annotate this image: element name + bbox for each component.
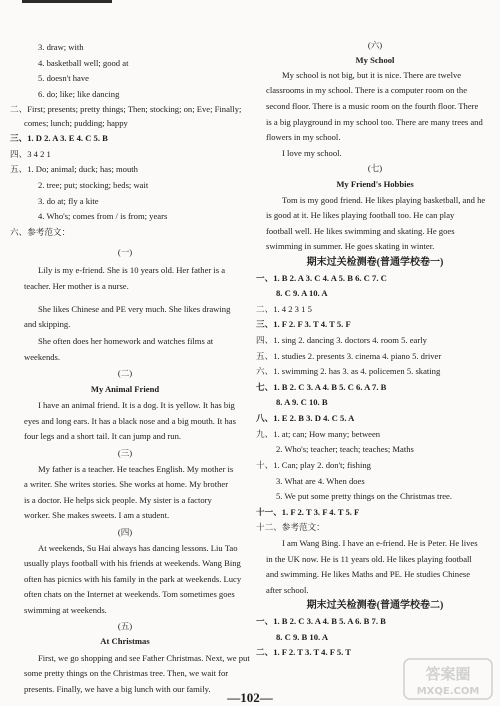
text-line: some pretty things on the Christmas tree. Then, we wait for <box>24 668 229 679</box>
text-line: after school. <box>266 584 309 595</box>
text-line: presents. Finally, we have a big lunch with our family. <box>24 683 211 694</box>
text-line: First, we go shopping and see Father Christmas. Next, we put <box>38 652 250 663</box>
text-line: usually plays football with his friends at weekends. Wang Bing <box>24 558 241 569</box>
text-line: 3. do at; fly a kite <box>38 195 99 206</box>
text-line: At Christmas <box>100 636 150 647</box>
text-line: 五、1. Do; animal; duck; has; mouth <box>10 164 138 175</box>
text-line: comes; lunch; pudding; happy <box>24 118 128 129</box>
watermark-logo <box>402 657 494 701</box>
top-scan-mark <box>22 0 112 3</box>
text-line: 6. do; like; like dancing <box>38 89 120 100</box>
text-line: is a big playground in my school too. There are many trees and <box>266 116 483 127</box>
text-line: football well. He likes swimming and skating. He goes <box>266 225 455 236</box>
text-line: classrooms in my school. There is a computer room on the <box>266 85 468 96</box>
text-line: 期末过关检测卷(普通学校卷一) <box>306 257 444 269</box>
text-line: 四、3 4 2 1 <box>10 148 51 159</box>
text-line: 2. tree; put; stocking; beds; wait <box>38 179 149 190</box>
text-line: 8. C 9. A 10. A <box>276 288 328 299</box>
text-line: 二、1. 4 2 3 1 5 <box>256 303 312 314</box>
text-line: often has picnics with his family in the park at weekends. Lucy <box>24 573 242 584</box>
svg-text:MXQE.COM: MXQE.COM <box>416 686 480 697</box>
text-line: a writer. She writes stories. She works at home. My brother <box>24 479 229 490</box>
text-line: 二、First; presents; pretty things; Then; stocking; on; Eve; Finally; <box>10 103 242 114</box>
text-line: (一) <box>117 246 133 257</box>
text-line: swimming in summer. He goes skating in winter. <box>266 241 435 252</box>
text-line: (六) <box>367 40 383 51</box>
page-number: —102— <box>227 690 273 705</box>
text-line: 十、1. Can; play 2. don't; fishing <box>256 459 371 470</box>
text-line: My Animal Friend <box>90 383 160 394</box>
text-line: 一、1. B 2. A 3. C 4. A 5. B 6. C 7. C <box>256 272 387 283</box>
text-line: 五、1. studies 2. presents 3. cinema 4. piano 5. driver <box>256 350 442 361</box>
text-line: At weekends, Su Hai always has dancing lessons. Liu Tao <box>38 542 238 553</box>
text-line: (五) <box>117 620 133 631</box>
text-line: I am Wang Bing. I have an e-friend. He is Peter. He lives <box>282 537 478 548</box>
text-line: 六、参考范文： <box>10 226 71 237</box>
text-line: My school is not big, but it is nice. There are twelve <box>282 69 462 80</box>
text-line: weekends. <box>24 351 61 362</box>
text-line: 5. We put some pretty things on the Christmas tree. <box>276 491 453 502</box>
svg-text:答案圈: 答案圈 <box>425 665 471 683</box>
text-line: I love my school. <box>282 147 342 158</box>
text-line: (二) <box>117 368 133 379</box>
text-line: 八、1. E 2. B 3. D 4. C 5. A <box>256 413 355 424</box>
text-line: My father is a teacher. He teaches English. My mother is <box>38 463 234 474</box>
text-line: 三、1. D 2. A 3. E 4. C 5. B <box>10 133 108 144</box>
text-line: teacher. Her mother is a nurse. <box>24 280 129 291</box>
text-line: four legs and a short tail. It can jump and run. <box>24 431 182 442</box>
text-line: flowers in my school. <box>266 132 341 143</box>
text-line: She likes Chinese and PE very much. She likes drawing <box>38 303 231 314</box>
text-line: 3. draw; with <box>38 42 84 53</box>
text-line: Lily is my e-friend. She is 10 years old. Her father is a <box>38 265 226 276</box>
text-line: Tom is my good friend. He likes playing basketball, and he <box>282 194 486 205</box>
text-line: (四) <box>117 526 133 537</box>
text-line: 2. Who's; teacher; teach; teaches; Maths <box>276 444 414 455</box>
text-line: (三) <box>117 447 133 458</box>
text-line: 三、1. F 2. F 3. T 4. T 5. F <box>256 319 351 330</box>
text-line: 期末过关检测卷(普通学校卷二) <box>306 600 444 612</box>
text-line: 二、1. F 2. T 3. T 4. F 5. T <box>256 647 352 658</box>
text-line: 四、1. sing 2. dancing 3. doctors 4. room 5. early <box>256 335 427 346</box>
text-line: 十一、1. F 2. T 3. F 4. T 5. F <box>256 506 360 517</box>
text-line: 九、1. at; can; How many; between <box>256 428 381 439</box>
text-line: (七) <box>367 163 383 174</box>
text-line: 8. A 9. C 10. B <box>276 397 328 408</box>
text-line: is a doctor. He helps sick people. My sister is a factory <box>24 494 212 505</box>
text-line: 5. doesn't have <box>38 73 89 84</box>
text-line: She often does her homework and watches films at <box>38 335 214 346</box>
text-line: 七、1. B 2. C 3. A 4. B 5. C 6. A 7. B <box>256 381 387 392</box>
text-line: 4. Who's; comes from / is from; years <box>38 211 168 222</box>
text-line: 十二、参考范文： <box>256 522 325 533</box>
text-line: 3. What are 4. When does <box>276 475 365 486</box>
text-line: 4. basketball well; good at <box>38 57 129 68</box>
text-line: My Friend's Hobbies <box>336 179 414 189</box>
text-line: My School <box>355 55 395 66</box>
text-line: worker. She makes sweets. I am a student. <box>24 510 170 521</box>
text-line: and skipping. <box>24 319 71 330</box>
text-line: 一、1. B 2. C 3. A 4. B 5. A 6. B 7. B <box>256 615 386 626</box>
text-line: 8. C 9. B 10. A <box>276 631 329 642</box>
text-line: and swimming. He likes Maths and PE. He studies Chinese <box>266 569 471 580</box>
text-line: often chats on the Internet at weekends. Tom sometimes goes <box>24 589 235 600</box>
text-line: second floor. There is a music room on the fourth floor. There <box>266 100 479 111</box>
text-line: in the UK now. He is 11 years old. He likes playing football <box>266 553 472 564</box>
text-line: 六、1. swimming 2. has 3. as 4. policemen 5. skating <box>256 366 441 377</box>
text-line: swimming at weekends. <box>24 604 107 615</box>
text-line: I have an animal friend. It is a dog. It is yellow. It has big <box>38 400 235 411</box>
text-line: is good at it. He likes playing football too. He can play <box>266 210 455 221</box>
text-line: eyes and long ears. It has a black nose and a big mouth. It has <box>24 415 236 426</box>
